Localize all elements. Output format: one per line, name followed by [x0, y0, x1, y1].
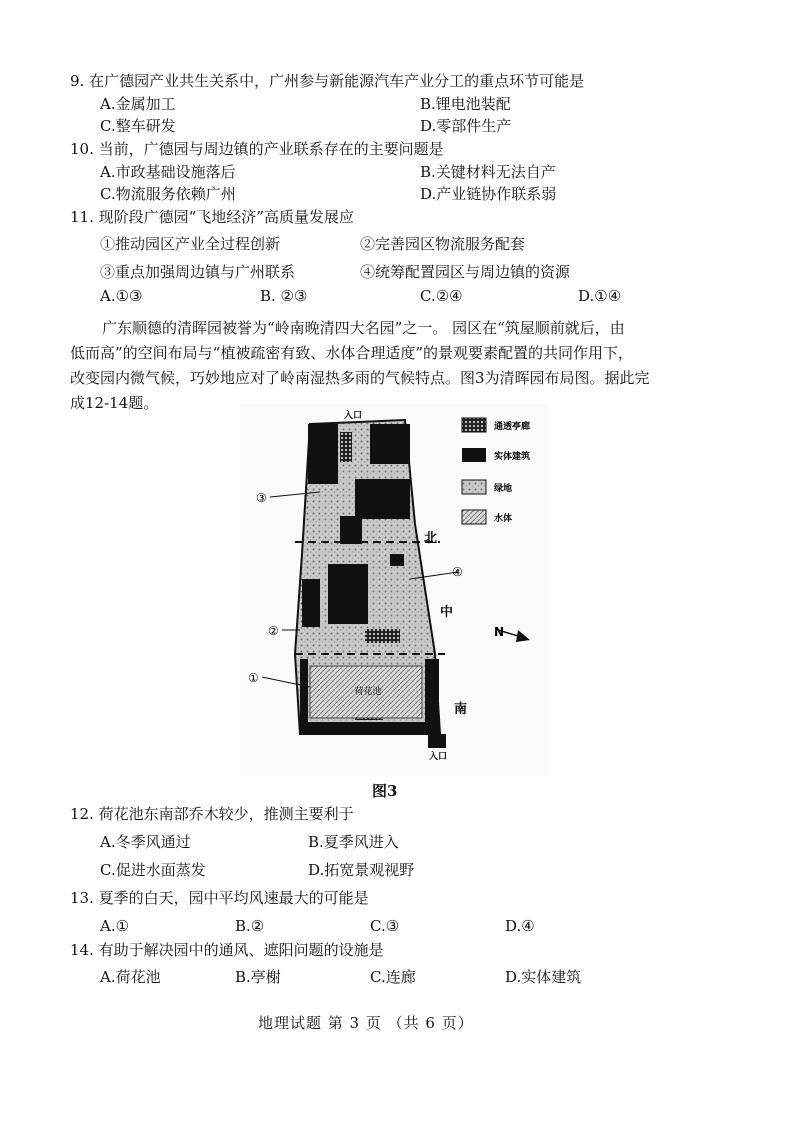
question-13-stem: 13. 夏季的白天，园中平均风速最大的可能是 [70, 889, 369, 907]
svg-text:N: N [494, 625, 505, 639]
q14-option-a: A.荷花池 [100, 968, 161, 986]
svg-text:通透亭廊: 通透亭廊 [494, 422, 531, 432]
reading-passage [70, 316, 740, 416]
q12-option-c: C.促进水面蒸发 [100, 861, 206, 879]
solid-building [390, 554, 404, 566]
q11-option-d: D.①④ [578, 287, 622, 305]
entrance-bottom-label: 入口 [429, 752, 448, 762]
q10-option-a: A.市政基础设施落后 [100, 163, 236, 181]
question-9-stem: 9. 在广德园产业共生关系中，广州参与新能源汽车产业分工的重点环节可能是 [70, 72, 585, 90]
q13-option-b: B.② [235, 917, 265, 935]
question-10-stem: 10. 当前，广德园与周边镇的产业联系存在的主要问题是 [70, 140, 444, 158]
q9-option-b: B.锂电池装配 [420, 95, 511, 113]
q13-option-a: A.① [100, 917, 130, 935]
entrance-top-label: 入口 [344, 411, 363, 421]
q11-option-c: C.②④ [420, 287, 463, 305]
q12-option-a: A.冬季风通过 [100, 833, 191, 851]
solid-building [355, 479, 410, 519]
solid-building [308, 424, 338, 484]
q11-option-a: A.①③ [100, 287, 143, 305]
pavilion-gallery [365, 629, 400, 643]
q11-option-b: B. ②③ [260, 287, 308, 305]
marker-4: ④ [452, 565, 463, 579]
pavilion-gallery [340, 432, 352, 462]
solid-building [425, 659, 439, 729]
zone-label-south: 南 [454, 702, 468, 717]
q11-statement-3: ③重点加强周边镇与广州联系 [100, 263, 296, 281]
q11-statement-1: ①推动园区产业全过程创新 [100, 235, 281, 253]
solid-building [340, 516, 362, 544]
question-11-stem: 11. 现阶段广德园“飞地经济”高质量发展应 [70, 208, 354, 226]
zone-label-north: 北 [424, 531, 438, 546]
q12-option-d: D.拓宽景观视野 [308, 861, 415, 879]
q11-statement-4: ④统筹配置园区与周边镇的资源 [360, 263, 571, 281]
q9-option-a: A.金属加工 [100, 95, 176, 113]
q13-option-d: D.④ [505, 917, 535, 935]
passage-line-4: 成12-14题。 [70, 394, 159, 412]
svg-text:绿地: 绿地 [494, 484, 513, 494]
q10-option-d: D.产业链协作联系弱 [420, 185, 557, 203]
marker-1: ① [248, 671, 259, 685]
q11-statement-2: ②完善园区物流服务配套 [360, 235, 526, 253]
passage-line-1: 广东顺德的清晖园被誉为“岭南晚清四大名园”之一。 园区在“筑屋顺前就后，由 [102, 319, 625, 337]
solid-building [300, 659, 308, 729]
q14-option-b: B.亭榭 [235, 968, 281, 986]
svg-text:水体: 水体 [494, 514, 513, 524]
figure-caption: 图3 [372, 782, 398, 800]
page-footer: 地理试题 第 3 页 （共 6 页） [258, 1014, 474, 1032]
solid-building [300, 722, 440, 734]
marker-2: ② [268, 624, 279, 638]
marker-3: ③ [256, 491, 267, 505]
question-14-stem: 14. 有助于解决园中的通风、遮阳问题的设施是 [70, 941, 384, 959]
lotus-pond-label: 荷花池 [354, 687, 382, 697]
zone-label-middle: 中 [440, 605, 454, 620]
question-12-stem: 12. 荷花池东南部乔木较少，推测主要利于 [70, 805, 354, 823]
entrance-bottom-gate [428, 734, 446, 748]
passage-line-2: 低而高”的空间布局与“植被疏密有致、水体合理适度”的景观要素配置的共同作用下， [70, 344, 634, 362]
q13-option-c: C.③ [370, 917, 400, 935]
passage-line-3: 改变园内微气候，巧妙地应对了岭南湿热多雨的气候特点。图3为清晖园布局图。据此完 [70, 369, 650, 387]
solid-building [302, 579, 320, 627]
q14-option-c: C.连廊 [370, 968, 416, 986]
q9-option-d: D.零部件生产 [420, 117, 512, 135]
solid-building [328, 564, 368, 624]
svg-text:实体建筑: 实体建筑 [494, 452, 531, 462]
q9-option-c: C.整车研发 [100, 117, 176, 135]
solid-building [370, 424, 410, 464]
q10-option-b: B.关键材料无法自产 [420, 163, 556, 181]
q14-option-d: D.实体建筑 [505, 968, 582, 986]
q10-option-c: C.物流服务依赖广州 [100, 185, 236, 203]
garden-layout-map [240, 404, 550, 776]
q12-option-b: B.夏季风进入 [308, 833, 399, 851]
